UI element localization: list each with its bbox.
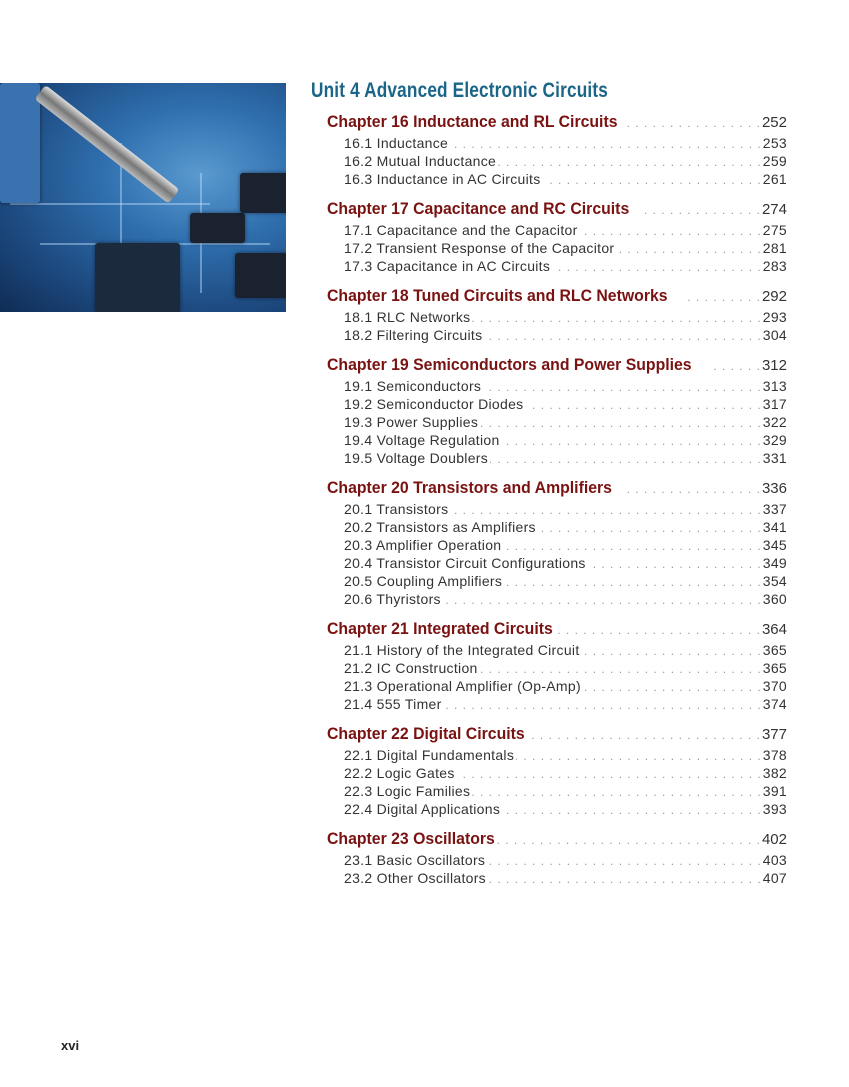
dot-leader bbox=[502, 803, 761, 817]
dot-leader bbox=[484, 329, 760, 343]
chapter-title: Chapter 20 Transistors and Amplifiers bbox=[327, 478, 612, 497]
section-row[interactable] bbox=[327, 591, 787, 609]
chapter-row[interactable] bbox=[327, 112, 787, 134]
dot-leader bbox=[538, 521, 761, 535]
section-row[interactable] bbox=[327, 309, 787, 327]
section-row[interactable] bbox=[327, 747, 787, 765]
section-row[interactable] bbox=[327, 240, 787, 258]
section-row[interactable] bbox=[327, 153, 787, 171]
dot-leader bbox=[483, 380, 761, 394]
dot-leader bbox=[616, 242, 760, 256]
chapter-row[interactable] bbox=[327, 724, 787, 746]
section-page: 317 bbox=[762, 396, 787, 412]
section-title: 21.4 555 Timer bbox=[344, 696, 442, 712]
chapter-page: 402 bbox=[761, 831, 787, 848]
section-page: 304 bbox=[762, 327, 787, 343]
section-row[interactable] bbox=[327, 450, 787, 468]
dot-leader bbox=[480, 662, 761, 676]
dot-leader bbox=[443, 593, 761, 607]
dot-leader bbox=[488, 872, 761, 886]
section-page: 354 bbox=[762, 573, 787, 589]
section-title: 21.3 Operational Amplifier (Op-Amp) bbox=[344, 678, 581, 694]
section-row[interactable] bbox=[327, 642, 787, 660]
dot-leader bbox=[516, 749, 761, 763]
section-title: 19.5 Voltage Doublers bbox=[344, 450, 489, 466]
section-title: 22.2 Logic Gates bbox=[344, 765, 455, 781]
dot-leader bbox=[627, 116, 760, 130]
section-row[interactable] bbox=[327, 432, 787, 450]
section-list bbox=[327, 501, 787, 609]
section-title: 23.1 Basic Oscillators bbox=[344, 852, 486, 868]
section-title: 20.3 Amplifier Operation bbox=[344, 537, 502, 553]
dot-leader bbox=[580, 224, 761, 238]
chapter-entry bbox=[327, 199, 787, 276]
dot-leader bbox=[528, 728, 760, 742]
section-row[interactable] bbox=[327, 573, 787, 591]
chapter-entry bbox=[327, 619, 787, 714]
unit-title: Unit 4 Advanced Electronic Circuits bbox=[311, 79, 608, 102]
dot-leader bbox=[640, 203, 760, 217]
section-row[interactable] bbox=[327, 171, 787, 189]
dot-leader bbox=[498, 155, 761, 169]
section-page: 407 bbox=[762, 870, 787, 886]
section-list bbox=[327, 642, 787, 714]
dot-leader bbox=[526, 398, 761, 412]
section-title: 20.2 Transistors as Amplifiers bbox=[344, 519, 536, 535]
dot-leader bbox=[495, 833, 760, 847]
chapter-row[interactable] bbox=[327, 619, 787, 641]
dot-leader bbox=[457, 767, 761, 781]
dot-leader bbox=[502, 434, 761, 448]
chapter-row[interactable] bbox=[327, 199, 787, 221]
chapter-title: Chapter 22 Digital Circuits bbox=[327, 724, 525, 743]
section-title: 17.2 Transient Response of the Capacitor bbox=[344, 240, 615, 256]
section-page: 341 bbox=[762, 519, 787, 535]
section-title: 17.3 Capacitance in AC Circuits bbox=[344, 258, 551, 274]
section-page: 345 bbox=[762, 537, 787, 553]
section-page: 329 bbox=[762, 432, 787, 448]
section-page: 349 bbox=[762, 555, 787, 571]
section-title: 22.3 Logic Families bbox=[344, 783, 471, 799]
chapter-title: Chapter 19 Semiconductors and Power Supplies bbox=[327, 355, 692, 374]
section-page: 403 bbox=[762, 852, 787, 868]
section-page: 275 bbox=[762, 222, 787, 238]
section-row[interactable] bbox=[327, 870, 787, 888]
chapter-page: 274 bbox=[761, 201, 787, 218]
chapter-entry bbox=[327, 112, 787, 189]
section-page: 259 bbox=[762, 153, 787, 169]
dot-leader bbox=[487, 854, 761, 868]
section-row[interactable] bbox=[327, 396, 787, 414]
chapter-title: Chapter 23 Oscillators bbox=[327, 829, 495, 848]
dot-leader bbox=[480, 416, 761, 430]
section-title: 22.1 Digital Fundamentals bbox=[344, 747, 515, 763]
circuit-board-photo bbox=[0, 83, 286, 312]
section-title: 18.1 RLC Networks bbox=[344, 309, 471, 325]
section-title: 23.2 Other Oscillators bbox=[344, 870, 486, 886]
dot-leader bbox=[582, 644, 761, 658]
section-row[interactable] bbox=[327, 414, 787, 432]
section-page: 337 bbox=[762, 501, 787, 517]
dot-leader bbox=[681, 290, 760, 304]
section-title: 16.1 Inductance bbox=[344, 135, 449, 151]
section-page: 313 bbox=[762, 378, 787, 394]
section-title: 17.1 Capacitance and the Capacitor bbox=[344, 222, 578, 238]
section-row[interactable] bbox=[327, 378, 787, 396]
dot-leader bbox=[707, 359, 760, 373]
chapter-entry bbox=[327, 355, 787, 468]
section-page: 253 bbox=[762, 135, 787, 151]
dot-leader bbox=[504, 575, 761, 589]
chapter-row[interactable] bbox=[327, 286, 787, 308]
section-page: 322 bbox=[762, 414, 787, 430]
section-title: 20.6 Thyristors bbox=[344, 591, 441, 607]
section-row[interactable] bbox=[327, 537, 787, 555]
section-row[interactable] bbox=[327, 501, 787, 519]
section-title: 22.4 Digital Applications bbox=[344, 801, 501, 817]
section-page: 293 bbox=[762, 309, 787, 325]
section-row[interactable] bbox=[327, 801, 787, 819]
dot-leader bbox=[552, 260, 761, 274]
section-title: 20.4 Transistor Circuit Configurations bbox=[344, 555, 586, 571]
chapter-entry bbox=[327, 829, 787, 888]
chapter-title: Chapter 18 Tuned Circuits and RLC Networks bbox=[327, 286, 668, 305]
section-page: 382 bbox=[762, 765, 787, 781]
chapter-title: Chapter 21 Integrated Circuits bbox=[327, 619, 553, 638]
section-list bbox=[327, 378, 787, 468]
section-row[interactable] bbox=[327, 678, 787, 696]
section-page: 281 bbox=[762, 240, 787, 256]
section-list bbox=[327, 852, 787, 888]
section-title: 20.5 Coupling Amplifiers bbox=[344, 573, 503, 589]
section-row[interactable] bbox=[327, 555, 787, 573]
section-row[interactable] bbox=[327, 258, 787, 276]
section-title: 16.3 Inductance in AC Circuits bbox=[344, 171, 541, 187]
section-page: 283 bbox=[762, 258, 787, 274]
chapter-entry bbox=[327, 724, 787, 819]
table-of-contents bbox=[327, 112, 787, 898]
chapter-page: 336 bbox=[761, 480, 787, 497]
dot-leader bbox=[543, 173, 761, 187]
section-title: 18.2 Filtering Circuits bbox=[344, 327, 483, 343]
section-row[interactable] bbox=[327, 765, 787, 783]
section-page: 378 bbox=[762, 747, 787, 763]
page-number: xvi bbox=[61, 1038, 80, 1053]
dot-leader bbox=[490, 452, 761, 466]
dot-leader bbox=[621, 482, 760, 496]
section-row[interactable] bbox=[327, 222, 787, 240]
section-page: 331 bbox=[762, 450, 787, 466]
section-list bbox=[327, 747, 787, 819]
section-page: 370 bbox=[762, 678, 787, 694]
chapter-page: 312 bbox=[761, 357, 787, 374]
dot-leader bbox=[444, 698, 761, 712]
chapter-entry bbox=[327, 478, 787, 609]
section-row[interactable] bbox=[327, 852, 787, 870]
section-page: 360 bbox=[762, 591, 787, 607]
section-title: 16.2 Mutual Inductance bbox=[344, 153, 497, 169]
section-page: 365 bbox=[762, 642, 787, 658]
dot-leader bbox=[472, 311, 760, 325]
section-page: 393 bbox=[762, 801, 787, 817]
section-page: 391 bbox=[762, 783, 787, 799]
section-list bbox=[327, 309, 787, 345]
dot-leader bbox=[503, 539, 760, 553]
chapter-row[interactable] bbox=[327, 478, 787, 500]
dot-leader bbox=[472, 785, 760, 799]
chapter-page: 292 bbox=[761, 288, 787, 305]
section-title: 19.1 Semiconductors bbox=[344, 378, 482, 394]
chapter-row[interactable] bbox=[327, 355, 787, 377]
section-row[interactable] bbox=[327, 660, 787, 678]
section-row[interactable] bbox=[327, 783, 787, 801]
section-title: 19.3 Power Supplies bbox=[344, 414, 479, 430]
section-page: 365 bbox=[762, 660, 787, 676]
dot-leader bbox=[588, 557, 761, 571]
chapter-entry bbox=[327, 286, 787, 345]
section-page: 374 bbox=[762, 696, 787, 712]
dot-leader bbox=[558, 623, 760, 637]
section-row[interactable] bbox=[327, 519, 787, 537]
section-list bbox=[327, 135, 787, 189]
section-title: 19.4 Voltage Regulation bbox=[344, 432, 500, 448]
chapter-page: 252 bbox=[761, 114, 787, 131]
chapter-title: Chapter 16 Inductance and RL Circuits bbox=[327, 112, 618, 131]
section-row[interactable] bbox=[327, 696, 787, 714]
dot-leader bbox=[450, 137, 761, 151]
section-title: 20.1 Transistors bbox=[344, 501, 449, 517]
section-title: 21.1 History of the Integrated Circuit bbox=[344, 642, 580, 658]
dot-leader bbox=[450, 503, 760, 517]
dot-leader bbox=[583, 680, 761, 694]
chapter-page: 364 bbox=[761, 621, 787, 638]
section-row[interactable] bbox=[327, 135, 787, 153]
section-title: 21.2 IC Construction bbox=[344, 660, 478, 676]
section-list bbox=[327, 222, 787, 276]
section-row[interactable] bbox=[327, 327, 787, 345]
chapter-title: Chapter 17 Capacitance and RC Circuits bbox=[327, 199, 630, 218]
chapter-page: 377 bbox=[761, 726, 787, 743]
section-title: 19.2 Semiconductor Diodes bbox=[344, 396, 524, 412]
chapter-row[interactable] bbox=[327, 829, 787, 851]
section-page: 261 bbox=[762, 171, 787, 187]
